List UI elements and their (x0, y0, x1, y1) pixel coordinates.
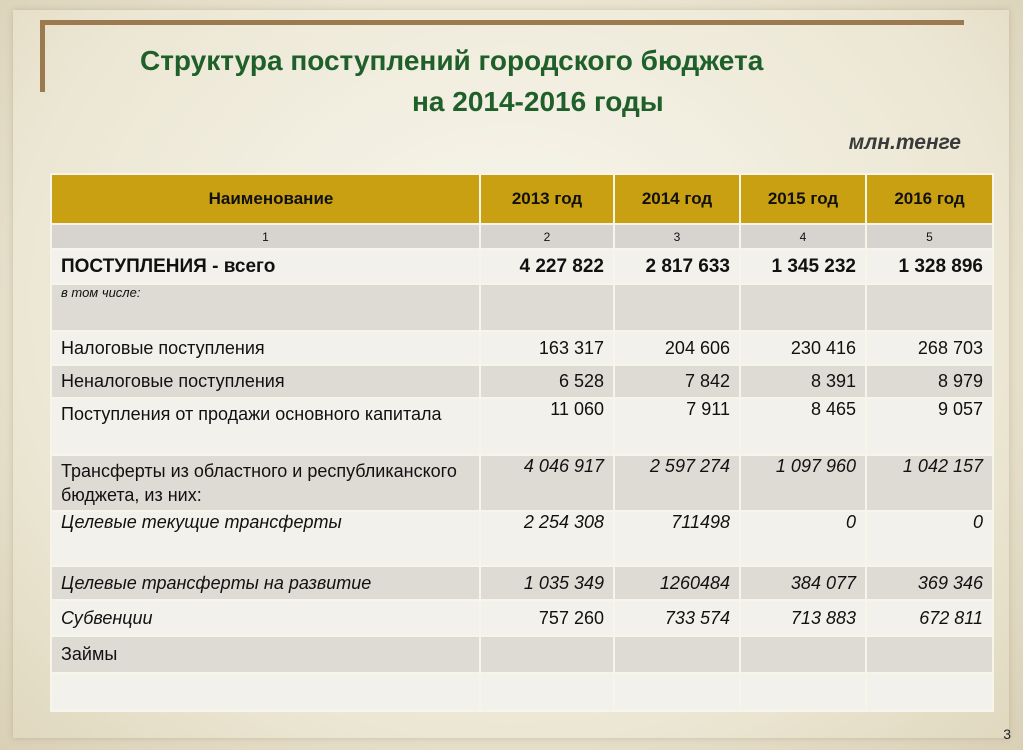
header-row (51, 174, 993, 224)
header-2013: 2013 год (480, 174, 614, 224)
row-value: 8 979 (866, 365, 993, 398)
row-value: 711498 (614, 511, 740, 566)
column-number: 3 (614, 224, 740, 249)
row-value: 672 811 (866, 600, 993, 636)
total-value: 1 328 896 (866, 249, 993, 284)
header-name: Наименование (51, 174, 480, 224)
row-value: 11 060 (480, 398, 614, 455)
decorative-rule-vertical (40, 20, 45, 92)
page-number: 3 (1003, 726, 1011, 742)
including-label: в том числе: (51, 284, 480, 331)
total-row (51, 249, 993, 284)
empty-cell (740, 673, 866, 711)
header-2016: 2016 год (866, 174, 993, 224)
empty-cell (51, 673, 480, 711)
slide-title (60, 40, 960, 122)
column-number: 4 (740, 224, 866, 249)
empty-cell (614, 673, 740, 711)
row-value: 4 046 917 (480, 455, 614, 511)
row-label: Целевые текущие трансферты (51, 511, 480, 566)
row-value (480, 636, 614, 673)
column-number: 2 (480, 224, 614, 249)
row-value: 8 391 (740, 365, 866, 398)
table-row (51, 636, 993, 673)
row-label: Субвенции (51, 600, 480, 636)
table-row (51, 398, 993, 455)
total-value: 1 345 232 (740, 249, 866, 284)
row-label: Целевые трансферты на развитие (51, 566, 480, 600)
row-value: 757 260 (480, 600, 614, 636)
row-value: 1 035 349 (480, 566, 614, 600)
row-value: 1 097 960 (740, 455, 866, 511)
table-row (51, 600, 993, 636)
empty-cell (740, 284, 866, 331)
row-value (740, 636, 866, 673)
empty-row (51, 673, 993, 711)
row-value: 2 254 308 (480, 511, 614, 566)
row-value (614, 636, 740, 673)
total-value: 4 227 822 (480, 249, 614, 284)
row-value: 9 057 (866, 398, 993, 455)
including-row (51, 284, 993, 331)
row-value: 369 346 (866, 566, 993, 600)
title-line-2: на 2014-2016 годы (412, 86, 664, 117)
table-row (51, 511, 993, 566)
table-row (51, 455, 993, 511)
row-label: Займы (51, 636, 480, 673)
decorative-rule-horizontal (40, 20, 964, 25)
row-value: 2 597 274 (614, 455, 740, 511)
row-value: 1260484 (614, 566, 740, 600)
total-label: ПОСТУПЛЕНИЯ - всего (51, 249, 480, 284)
table-row (51, 365, 993, 398)
unit-label: млн.тенге (848, 131, 961, 154)
table-row (51, 566, 993, 600)
row-value (866, 636, 993, 673)
row-value: 230 416 (740, 331, 866, 365)
row-value: 713 883 (740, 600, 866, 636)
row-value: 7 911 (614, 398, 740, 455)
header-2014: 2014 год (614, 174, 740, 224)
row-value: 8 465 (740, 398, 866, 455)
empty-cell (866, 673, 993, 711)
row-value: 7 842 (614, 365, 740, 398)
budget-table (50, 173, 994, 712)
row-value: 163 317 (480, 331, 614, 365)
row-value: 0 (866, 511, 993, 566)
column-number: 1 (51, 224, 480, 249)
empty-cell (480, 284, 614, 331)
row-value: 6 528 (480, 365, 614, 398)
column-number: 5 (866, 224, 993, 249)
row-value: 204 606 (614, 331, 740, 365)
empty-cell (866, 284, 993, 331)
row-label: Налоговые поступления (51, 331, 480, 365)
row-value: 268 703 (866, 331, 993, 365)
row-value: 1 042 157 (866, 455, 993, 511)
empty-cell (614, 284, 740, 331)
header-2015: 2015 год (740, 174, 866, 224)
title-line-1: Структура поступлений городского бюджета (140, 45, 764, 76)
row-value: 733 574 (614, 600, 740, 636)
row-value: 384 077 (740, 566, 866, 600)
row-label: Поступления от продажи основного капитала (51, 398, 480, 455)
row-value: 0 (740, 511, 866, 566)
empty-cell (480, 673, 614, 711)
table-row (51, 331, 993, 365)
total-value: 2 817 633 (614, 249, 740, 284)
row-label: Неналоговые поступления (51, 365, 480, 398)
column-number-row (51, 224, 993, 249)
row-label: Трансферты из областного и республиканского бюджета, из них: (51, 455, 480, 511)
